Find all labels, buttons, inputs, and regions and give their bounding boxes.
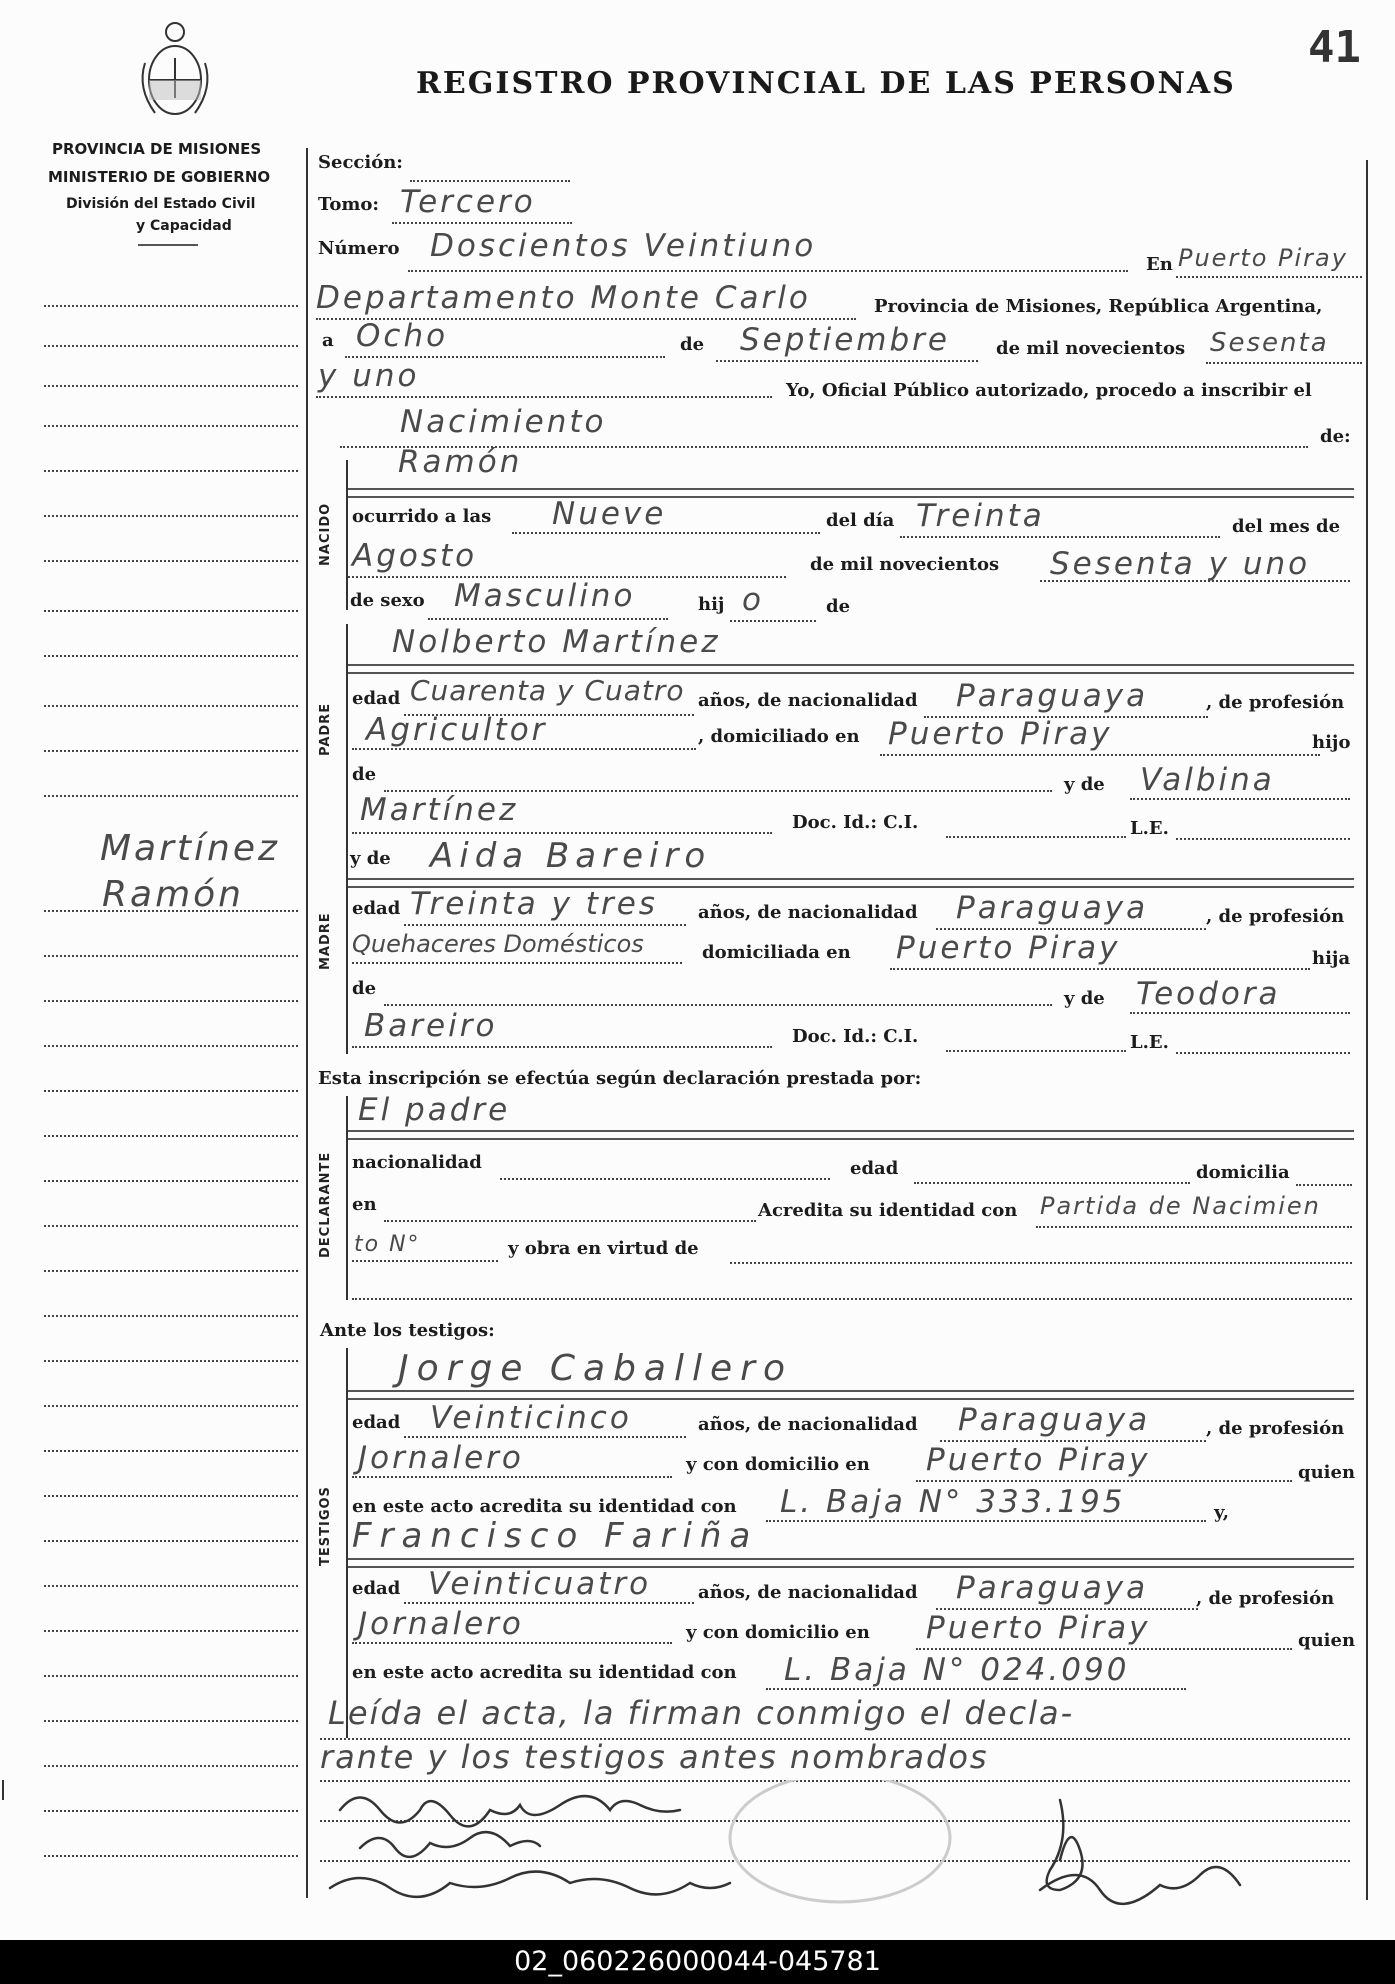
t1-prof-value: Jornalero xyxy=(358,1440,524,1476)
label-a: a xyxy=(322,330,334,351)
label-de-2: de xyxy=(826,596,851,617)
label-madre-edad: edad xyxy=(352,898,401,919)
form-left-border xyxy=(306,148,308,1898)
label-ocurrido: ocurrido a las xyxy=(352,506,492,527)
t1-edad-value: Veinticinco xyxy=(430,1400,632,1436)
madre-edad-value: Treinta y tres xyxy=(410,886,658,922)
label-padre-profesion: , de profesión xyxy=(1206,692,1345,713)
margin-note-name: Ramón xyxy=(102,874,244,915)
label-de-3: de xyxy=(352,764,377,785)
mes-value: Septiembre xyxy=(740,322,950,358)
label-ante-testigos: Ante los testigos: xyxy=(320,1320,495,1341)
label-t1-y: y, xyxy=(1214,1502,1230,1523)
departamento-value: Departamento Monte Carlo xyxy=(316,280,811,316)
padre-madre-apellido-value: Martínez xyxy=(360,792,519,828)
madre-prof-value: Quehaceres Domésticos xyxy=(352,930,644,958)
label-numero: Número xyxy=(318,238,400,259)
label-de-mil-2: de mil novecientos xyxy=(810,554,1000,575)
footer-image-id: 02_060226000044-045781 xyxy=(0,1940,1395,1984)
label-esta-inscripcion: Esta inscripción se efectúa según declaración prestada por: xyxy=(318,1068,922,1089)
t1-dom-value: Puerto Piray xyxy=(926,1442,1151,1478)
label-madre-anios: años, de nacionalidad xyxy=(698,902,918,923)
section-label-declarante: DECLARANTE xyxy=(318,1151,333,1258)
label-del-mes: del mes de xyxy=(1232,516,1341,537)
label-t1-quien: quien xyxy=(1298,1462,1356,1483)
madre-dom-value: Puerto Piray xyxy=(896,930,1121,966)
label-madre-le: L.E. xyxy=(1130,1032,1169,1053)
label-yo-oficial: Yo, Oficial Público autorizado, procedo a inscribir el xyxy=(786,380,1312,401)
label-t1-profesion: , de profesión xyxy=(1206,1418,1345,1439)
padre-dom-value: Puerto Piray xyxy=(888,716,1113,752)
anio-value-a: Sesenta xyxy=(1210,328,1329,358)
label-t1-anios: años, de nacionalidad xyxy=(698,1414,918,1435)
closing-line-1: Leída el acta, la firman conmigo el decla- xyxy=(328,1694,1075,1732)
label-madre-domiciliada: domiciliada en xyxy=(702,942,851,963)
agency-line-4: y Capacidad xyxy=(136,218,232,234)
label-madre-profesion: , de profesión xyxy=(1206,906,1345,927)
dia-nac-value: Treinta xyxy=(916,498,1045,534)
page-title: REGISTRO PROVINCIAL DE LAS PERSONAS xyxy=(416,66,1236,101)
label-y-obra: y obra en virtud de xyxy=(508,1238,699,1259)
label-t2-domicilio: y con domicilio en xyxy=(686,1622,870,1643)
t1-doc-value: L. Baja N° 333.195 xyxy=(780,1484,1126,1520)
section-label-padre: PADRE xyxy=(318,702,333,756)
page-number: 41 xyxy=(1308,22,1361,73)
acto-value: Nacimiento xyxy=(400,404,607,440)
anio-value-b: y uno xyxy=(318,358,420,394)
t2-edad-value: Veinticuatro xyxy=(428,1566,652,1602)
section-label-testigos: TESTIGOS xyxy=(318,1486,333,1566)
madre-nac-value: Paraguaya xyxy=(956,890,1149,926)
form-right-border xyxy=(1366,160,1368,1900)
sexo-value: Masculino xyxy=(454,578,636,614)
agency-line-1: PROVINCIA DE MISIONES xyxy=(52,140,262,158)
label-tomo: Tomo: xyxy=(318,194,380,215)
coat-of-arms-emblem xyxy=(135,18,215,128)
dia-value: Ocho xyxy=(356,318,449,354)
label-padre-edad: edad xyxy=(352,688,401,709)
testigo2-nombre-value: Francisco Fariña xyxy=(352,1516,759,1556)
decl-acredita-value: Partida de Nacimien xyxy=(1040,1192,1321,1220)
t2-doc-value: L. Baja N° 024.090 xyxy=(784,1652,1130,1688)
label-t2-anios: años, de nacionalidad xyxy=(698,1582,918,1603)
mes-nac-value: Agosto xyxy=(352,538,478,574)
label-padre-anios: años, de nacionalidad xyxy=(698,690,918,711)
padre-madre-nombre-value: Valbina xyxy=(1140,762,1275,798)
label-hija: hija xyxy=(1312,948,1351,969)
declarante-value: El padre xyxy=(358,1092,511,1128)
label-madre-doc: Doc. Id.: C.I. xyxy=(792,1026,919,1047)
label-decl-edad: edad xyxy=(850,1158,899,1179)
decl-acredita-value-2: to N° xyxy=(354,1232,421,1257)
label-y-de: y de xyxy=(1064,774,1105,795)
testigo1-nombre-value: Jorge Caballero xyxy=(398,1348,793,1389)
label-t2-quien: quien xyxy=(1298,1630,1356,1651)
label-t1-domicilio: y con domicilio en xyxy=(686,1454,870,1475)
label-hijo: hijo xyxy=(1312,732,1351,753)
label-en-2: en xyxy=(352,1194,377,1215)
madre-nombre-value: Aida Bareiro xyxy=(430,836,712,876)
madre-madre-apellido-value: Bareiro xyxy=(364,1008,498,1044)
t2-nac-value: Paraguaya xyxy=(956,1570,1149,1606)
signatures xyxy=(320,1780,1360,1910)
section-label-madre: MADRE xyxy=(318,912,333,970)
label-t2-profesion: , de profesión xyxy=(1196,1588,1335,1609)
t2-prof-value: Jornalero xyxy=(358,1606,524,1642)
label-acredita: Acredita su identidad con xyxy=(758,1200,1018,1221)
label-padre-domiciliado: , domiciliado en xyxy=(698,726,860,747)
label-t1-edad: edad xyxy=(352,1412,401,1433)
label-domicilia: domicilia xyxy=(1196,1162,1290,1183)
label-en: En xyxy=(1146,254,1173,275)
hijo-suffix: o xyxy=(742,582,764,618)
numero-value: Doscientos Veintiuno xyxy=(430,228,817,264)
label-de-mil: de mil novecientos xyxy=(996,338,1186,359)
label-t1-acredita: en este acto acredita su identidad con xyxy=(352,1496,737,1517)
label-seccion: Sección: xyxy=(318,152,403,173)
label-provincia: Provincia de Misiones, República Argentina, xyxy=(874,296,1323,317)
padre-prof-value: Agricultor xyxy=(366,712,548,748)
label-t2-edad: edad xyxy=(352,1578,401,1599)
agency-divider xyxy=(138,244,198,246)
left-edge-mark xyxy=(2,1780,4,1800)
t2-dom-value: Puerto Piray xyxy=(926,1610,1151,1646)
label-hij: hij xyxy=(698,594,725,615)
closing-line-2: rante y los testigos antes nombrados xyxy=(320,1738,989,1776)
label-padre-doc: Doc. Id.: C.I. xyxy=(792,812,919,833)
padre-nac-value: Paraguaya xyxy=(956,678,1149,714)
label-de: de xyxy=(680,334,705,355)
label-y-de-madre: y de xyxy=(350,848,391,869)
label-nacionalidad: nacionalidad xyxy=(352,1152,482,1173)
madre-madre-nombre-value: Teodora xyxy=(1136,976,1281,1012)
label-madre-de: de xyxy=(352,978,377,999)
label-de-colon: de: xyxy=(1320,426,1351,447)
margin-note-surname: Martínez xyxy=(100,828,280,869)
label-del-dia: del día xyxy=(826,510,895,531)
en-value: Puerto Piray xyxy=(1178,244,1348,272)
section-label-nacido: NACIDO xyxy=(318,502,333,566)
hora-value: Nueve xyxy=(552,496,667,532)
nombre-value: Ramón xyxy=(398,444,523,480)
label-t2-acredita: en este acto acredita su identidad con xyxy=(352,1662,737,1683)
t1-nac-value: Paraguaya xyxy=(958,1402,1151,1438)
agency-line-2: MINISTERIO DE GOBIERNO xyxy=(48,168,271,186)
anio-nac-value: Sesenta y uno xyxy=(1050,546,1311,582)
padre-edad-value: Cuarenta y Cuatro xyxy=(410,674,685,707)
label-madre-y-de: y de xyxy=(1064,988,1105,1009)
label-de-sexo: de sexo xyxy=(350,590,425,611)
label-padre-le: L.E. xyxy=(1130,818,1169,839)
agency-line-3: División del Estado Civil xyxy=(66,196,256,212)
tomo-value: Tercero xyxy=(400,184,536,220)
padre-nombre-value: Nolberto Martínez xyxy=(392,624,721,660)
